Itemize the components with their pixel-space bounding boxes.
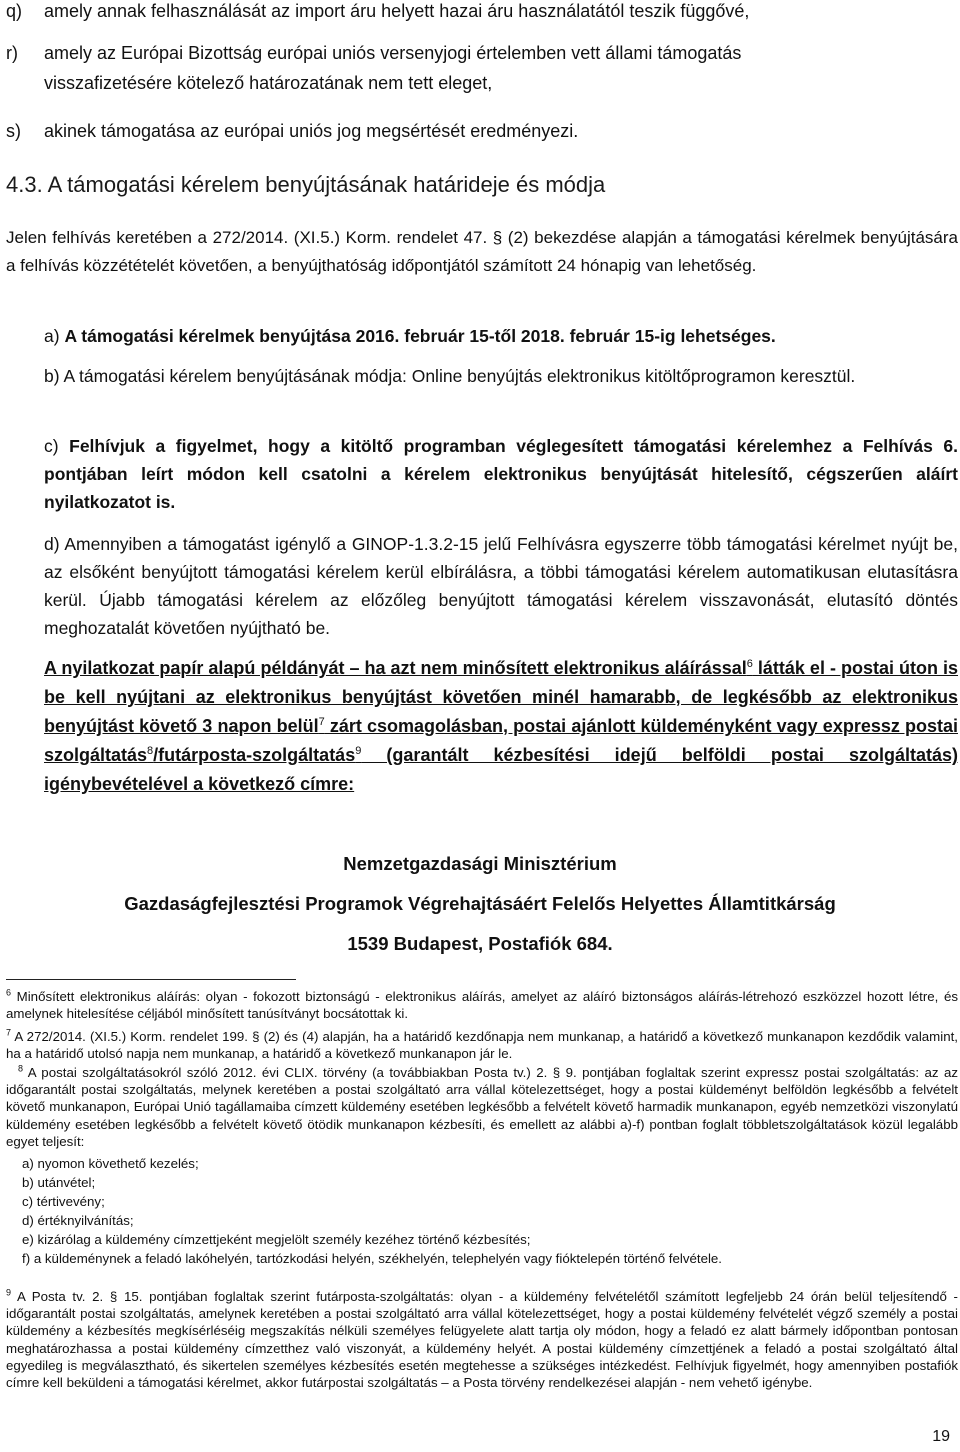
- footnote-ref[interactable]: 6: [746, 658, 753, 670]
- footnote-number: 9: [6, 1287, 12, 1298]
- section-heading: [6, 170, 946, 200]
- list-item: c) tértivevény;: [22, 1194, 105, 1209]
- notice-text: látták el - postai úton is be kell nyújtani az elektronikus benyújtást követően minél hamarabb, de legkésőbb az elektronikus benyújtást követő 3 napon belül: [44, 658, 959, 736]
- item-b: [44, 362, 958, 390]
- footnote-8: [6, 1064, 958, 1150]
- notice-text: A nyilatkozat papír alapú példányát – ha azt nem minősített elektronikus aláírással: [44, 658, 747, 678]
- notice-text: /futárposta-szolgáltatás: [153, 745, 356, 765]
- address-postbox: 1539 Budapest, Postafiók 684.: [347, 933, 613, 954]
- list-item: b) utánvétel;: [22, 1175, 96, 1190]
- submission-notice: [44, 654, 958, 799]
- footnote-text: A 272/2014. (XI.5.) Korm. rendelet 199. § (2) és (4) alapján, ha a határidő kezdőnapja nem munkanap, a határidő a következő munkanapon kezdődik valamint, ha a határidő utolsó napja nem munkanap, a határidő a következő munkanapon jár le.: [6, 1029, 958, 1062]
- notice-text: (garantált kézbesítési idejű belföldi postai szolgáltatás) igénybevételével a következő címre:: [44, 745, 958, 794]
- footnote-number: 7: [6, 1027, 12, 1038]
- item-a-text: A támogatási kérelmek benyújtása 2016. február 15-től 2018. február 15-ig lehetséges.: [64, 326, 776, 346]
- item-d-text: Amennyiben a támogatást igénylő a GINOP-1.3.2-15 jelű Felhívásra egyszerre több támogatási kérelmet nyújt be, az elsőként benyújtott támogatási kérelem kerül elbírálásra, a többi támogatási kérelem automatikusan elutasításra kerül. Újabb támogatási kérelem az előzőleg benyújtott támogatási kérelem visszavonását, elutasító döntés meghozatalát követően nyújtható be.: [44, 534, 958, 638]
- section-title-text: A támogatási kérelem benyújtásának határideje és módja: [47, 172, 606, 197]
- footnote-8-list: [22, 1155, 952, 1269]
- section-number: 4.3.: [6, 172, 43, 197]
- intro-paragraph: Jelen felhívás keretében a 272/2014. (XI.5.) Korm. rendelet 47. § (2) bekezdése alapján a támogatási kérelmek benyújtására a felhívás közzétételét követően, a benyújthatóság időpontjától számított 24 hónapig van lehetőség.: [6, 228, 958, 275]
- item-a: [44, 322, 958, 350]
- item-b-text: A támogatási kérelem benyújtásának módja: Online benyújtás elektronikus kitöltőprogramon keresztül.: [63, 366, 856, 386]
- footnote-text: A Posta tv. 2. § 15. pontjában foglaltak szerint futárposta-szolgáltatás: olyan - a küldemény felvételétől számított legfeljebb 24 órán belül teljesítendő - időgarantált postai szolgáltatás, amelynek keretében a postai szolgáltató arra vállal kötelezettséget, hogy a postai küldemény felvételét végző személy a postai küldemény a kézbesítés megkísérléséig megszakítás nélküli személyes felügyelete alatt tartja oly módon, hogy a feladó ez alatt bármely időpontban pontosan meghatározhassa a postai küldemény címzetthez való viszonyát, a küldemény helyét. A postai küldemény címzettjének a feladó a postai szolgáltató által egyedileg is megválasztható, és sikertelen személyes kézbesítés esetén megtehesse a szükséges intézkedést. Felhívjuk figyelmét, hogy amennyiben postafiók címre kell beküldeni a támogatási kérelmet, akkor futárpostai szolgáltatás – a Posta törvény rendelkezései alapján - nem vehető igénybe.: [6, 1289, 958, 1391]
- item-marker: d): [44, 534, 60, 554]
- footnote-ref[interactable]: 9: [355, 745, 362, 757]
- list-text: amely annak felhasználását az import áru helyett hazai áru használatától teszik függővé,: [44, 1, 750, 21]
- list-item-s: [6, 116, 956, 146]
- footnote-ref[interactable]: 8: [147, 745, 154, 757]
- list-text-continuation: visszafizetésére kötelező határozatának nem tett eleget,: [44, 73, 493, 93]
- footnote-number: 8: [18, 1063, 24, 1074]
- list-item-r: [6, 38, 956, 98]
- footnote-ref[interactable]: 7: [318, 716, 325, 728]
- item-d: [44, 530, 958, 642]
- list-marker: r): [6, 43, 18, 63]
- address-ministry: Nemzetgazdasági Minisztérium: [343, 853, 617, 874]
- footnote-text: A postai szolgáltatásokról szóló 2012. évi CLIX. törvény (a továbbiakban Posta tv.) 2. § 9. pontjában foglaltak szerint expressz postai szolgáltatás: az az időgarantált postai szolgáltatás, melynek keretében a postai szolgáltató arra vállal kötelezettséget, hogy a postai küldeményt belföldön legkésőbb a felvételt követő munkanapon, Európai Unió tagállamaiba címzett küldemény esetében legkésőbb a felvételt követő harmadik munkanapon, egyéb nemzetközi viszonylatú küldemény esetében legkésőbb a felvételt követő ötödik munkanapon kézbesíti, és emellett az alábbi a)-f) pontban foglalt többletszolgáltatások közül legalább egyet teljesít:: [6, 1065, 958, 1149]
- item-marker: a): [44, 326, 60, 346]
- item-c-text: Felhívjuk a figyelmet, hogy a kitöltő programban véglegesített támogatási kérelemhez a Felhívás 6. pontjában leírt módon kell csatolni a kérelem elektronikus benyújtását hitelesítő, cégszerűen aláírt nyilatkozatot is.: [44, 436, 958, 512]
- list-item: e) kizárólag a küldemény címzettjeként megjelölt személy kezéhez történő kézbesítés;: [22, 1232, 531, 1247]
- footnote-number: 6: [6, 987, 12, 998]
- list-text: amely az Európai Bizottság európai uniós versenyjogi értelemben vett állami támogatás: [44, 43, 742, 63]
- list-marker: q): [6, 1, 23, 21]
- list-item: d) értéknyilvánítás;: [22, 1213, 134, 1228]
- address-department: Gazdaságfejlesztési Programok Végrehajtásáért Felelős Helyettes Államtitkárság: [124, 893, 836, 914]
- list-item-q: [6, 0, 956, 26]
- item-marker: b): [44, 366, 60, 386]
- footnote-9: [6, 1288, 958, 1391]
- item-marker: c): [44, 436, 59, 456]
- list-marker: s): [6, 121, 21, 141]
- page-number: 19: [932, 1428, 950, 1445]
- list-text: akinek támogatása az európai uniós jog megsértését eredményezi.: [44, 121, 579, 141]
- item-c: [44, 432, 958, 516]
- footnote-6: [6, 988, 958, 1022]
- footnote-7: [6, 1028, 958, 1062]
- notice-text: zárt csomagolásban, postai ajánlott küldeményként vagy expressz postai szolgáltatás: [44, 716, 958, 765]
- list-item: a) nyomon követhető kezelés;: [22, 1156, 199, 1171]
- footnote-text: Minősített elektronikus aláírás: olyan - fokozott biztonságú - elektronikus aláírás, amelyet az aláíró biztonságos aláírás-létrehozó eszközzel hozott létre, és amelynek hitelesítése céljából minősített tanúsítványt bocsátottak ki.: [6, 989, 958, 1022]
- footnote-separator: [6, 979, 296, 980]
- list-item: f) a küldeménynek a feladó lakóhelyén, tartózkodási helyén, székhelyén, telephelyén vagy fióktelepén történő felvétele.: [22, 1251, 723, 1266]
